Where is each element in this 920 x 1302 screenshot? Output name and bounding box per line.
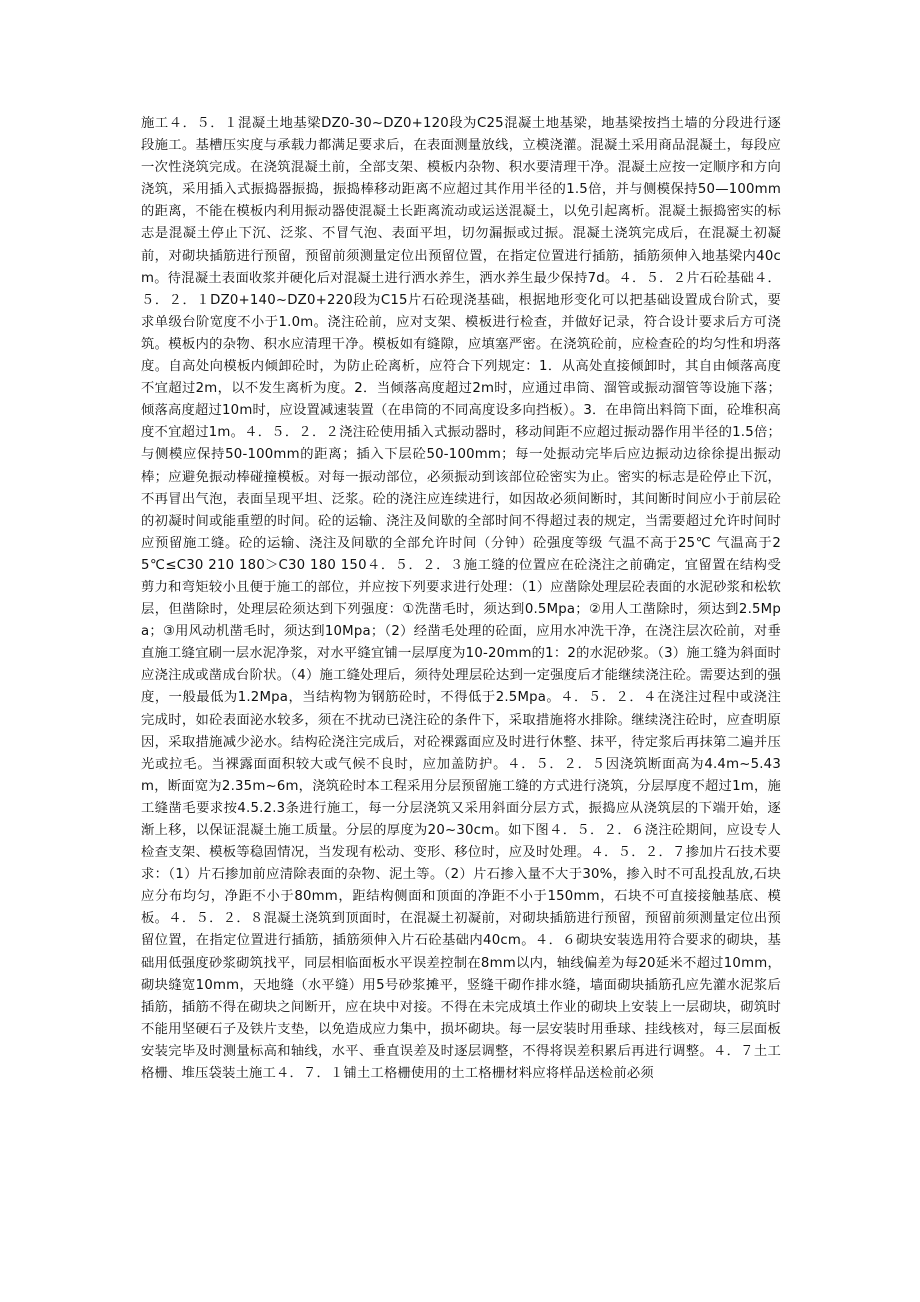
- body-text-block: [141, 113, 781, 1085]
- body-paragraph: 施工４．５．１混凝土地基梁DZ0-30~DZ0+120段为C25混凝土地基梁，地基梁按挡土墙的分段进行逐段施工。基槽压实度与承载力都满足要求后，在表面测量放线，立模浇灌。混凝土采用商品混凝土，每段应一次性浇筑完成。在浇筑混凝土前，全部支架、模板内杂物、积水要清理干净。混凝土应按一定顺序和方向浇筑，采用插入式振捣器振捣，振捣棒移动距离不应超过其作用半径的1.5倍，并与侧模保持50—100mm的距离，不能在模板内利用振动器使混凝土长距离流动或运送混凝土，以免引起离析。混凝土振捣密实的标志是混凝土停止下沉、泛浆、不冒气泡、表面平坦，切勿漏振或过振。混凝土浇筑完成后，在混凝土初凝前，对砌块插筋进行预留，预留前须测量定位出预留位置，在指定位置进行插筋，插筋须伸入地基梁内40cm。待混凝土表面收浆并硬化后对混凝土进行洒水养生，洒水养生最少保持7d。４．５．２片石砼基础４．５．２．１DZ0+140~DZ0+220段为C15片石砼现浇基础，根据地形变化可以把基础设置成台阶式，要求单级台阶宽度不小于1.0m。浇注砼前，应对支架、模板进行检查，并做好记录，符合设计要求后方可浇筑。模板内的杂物、积水应清理干净。模板如有缝隙，应填塞严密。在浇筑砼前，应检查砼的均匀性和坍落度。自高处向模板内倾卸砼时，为防止砼离析，应符合下列规定：1．从高处直接倾卸时，其自由倾落高度不宜超过2m，以不发生离析为度。2．当倾落高度超过2m时，应通过串筒、溜管或振动溜管等设施下落；倾落高度超过10m时，应设置减速装置（在串筒的不同高度设多向挡板）。3．在串筒出料筒下面，砼堆积高度不宜超过1m。４．５．２．２浇注砼使用插入式振动器时，移动间距不应超过振动器作用半径的1.5倍；与侧模应保持50-100mm的距离；插入下层砼50-100mm；每一处振动完毕后应边振动边徐徐提出振动棒；应避免振动棒碰撞模板。对每一振动部位，必须振动到该部位砼密实为止。密实的标志是砼停止下沉，不再冒出气泡，表面呈现平坦、泛浆。砼的浇注应连续进行，如因故必须间断时，其间断时间应小于前层砼的初凝时间或能重塑的时间。砼的运输、浇注及间歇的全部时间不得超过表的规定，当需要超过允许时间时应预留施工缝。砼的运输、浇注及间歇的全部允许时间（分钟）砼强度等级 气温不高于25℃ 气温高于25℃≤C30 210 180＞C30 180 150４．５．２．３施工缝的位置应在砼浇注之前确定，宜留置在结构受剪力和弯矩较小且便于施工的部位，并应按下列要求进行处理：（1）应凿除处理层砼表面的水泥砂浆和松软层，但凿除时，处理层砼须达到下列强度：①洗凿毛时，须达到0.5Mpa；②用人工凿除时，须达到2.5Mpa；③用风动机凿毛时，须达到10Mpa；（2）经凿毛处理的砼面，应用水冲洗干净，在浇注层次砼前，对垂直施工缝宜刷一层水泥净浆，对水平缝宜铺一层厚度为10-20mm的1：2的水泥砂浆。（3）施工缝为斜面时应浇注成或凿成台阶状。（4）施工缝处理后，须待处理层砼达到一定强度后才能继续浇注砼。需要达到的强度，一般最低为1.2Mpa，当结构物为钢筋砼时，不得低于2.5Mpa。４．５．２．４在浇注过程中或浇注完成时，如砼表面泌水较多，须在不扰动已浇注砼的条件下，采取措施将水排除。继续浇注砼时，应查明原因，采取措施减少泌水。结构砼浇注完成后，对砼裸露面应及时进行休整、抹平，待定浆后再抹第二遍并压光或拉毛。当裸露面面积较大或气候不良时，应加盖防护。４．５．２．５因浇筑断面高为4.4m~5.43m，断面宽为2.35m~6m，浇筑砼时本工程采用分层预留施工缝的方式进行浇筑，分层厚度不超过1m，施工缝凿毛要求按4.5.2.3条进行施工，每一分层浇筑又采用斜面分层方式，振捣应从浇筑层的下端开始，逐渐上移，以保证混凝土施工质量。分层的厚度为20~30cm。如下图４．５．２．６浇注砼期间，应设专人检查支架、模板等稳固情况，当发现有松动、变形、移位时，应及时处理。４．５．２．７掺加片石技术要求：（1）片石掺加前应清除表面的杂物、泥土等。（2）片石掺入量不大于30%，掺入时不可乱投乱放,石块应分布均匀，净距不小于80mm，距结构侧面和顶面的净距不小于150mm，石块不可直接接触基底、模板。４．５．２．８混凝土浇筑到顶面时，在混凝土初凝前，对砌块插筋进行预留，预留前须测量定位出预留位置，在指定位置进行插筋，插筋须伸入片石砼基础内40cm。４．６砌块安装选用符合要求的砌块，基础用低强度砂浆砌筑找平，同层相临面板水平误差控制在8mm以内，轴线偏差为每20延米不超过10mm，砌块缝宽10mm，天地缝（水平缝）用5号砂浆摊平，竖缝干砌作排水缝，墙面砌块插筋孔应先灌水泥浆后插筋，插筋不得在砌块之间断开，应在块中对接。不得在未完成填土作业的砌块上安装上一层砌块，砌筑时不能用坚硬石子及铁片支垫，以免造成应力集中，损坏砌块。每一层安装时用垂球、挂线核对，每三层面板安装完毕及时测量标高和轴线，水平、垂直误差及时逐层调整，不得将误差积累后再进行调整。４．７土工格栅、堆压袋装土施工４．７．１铺土工格栅使用的土工格栅材料应将样品送检前必须: [141, 116, 781, 1082]
